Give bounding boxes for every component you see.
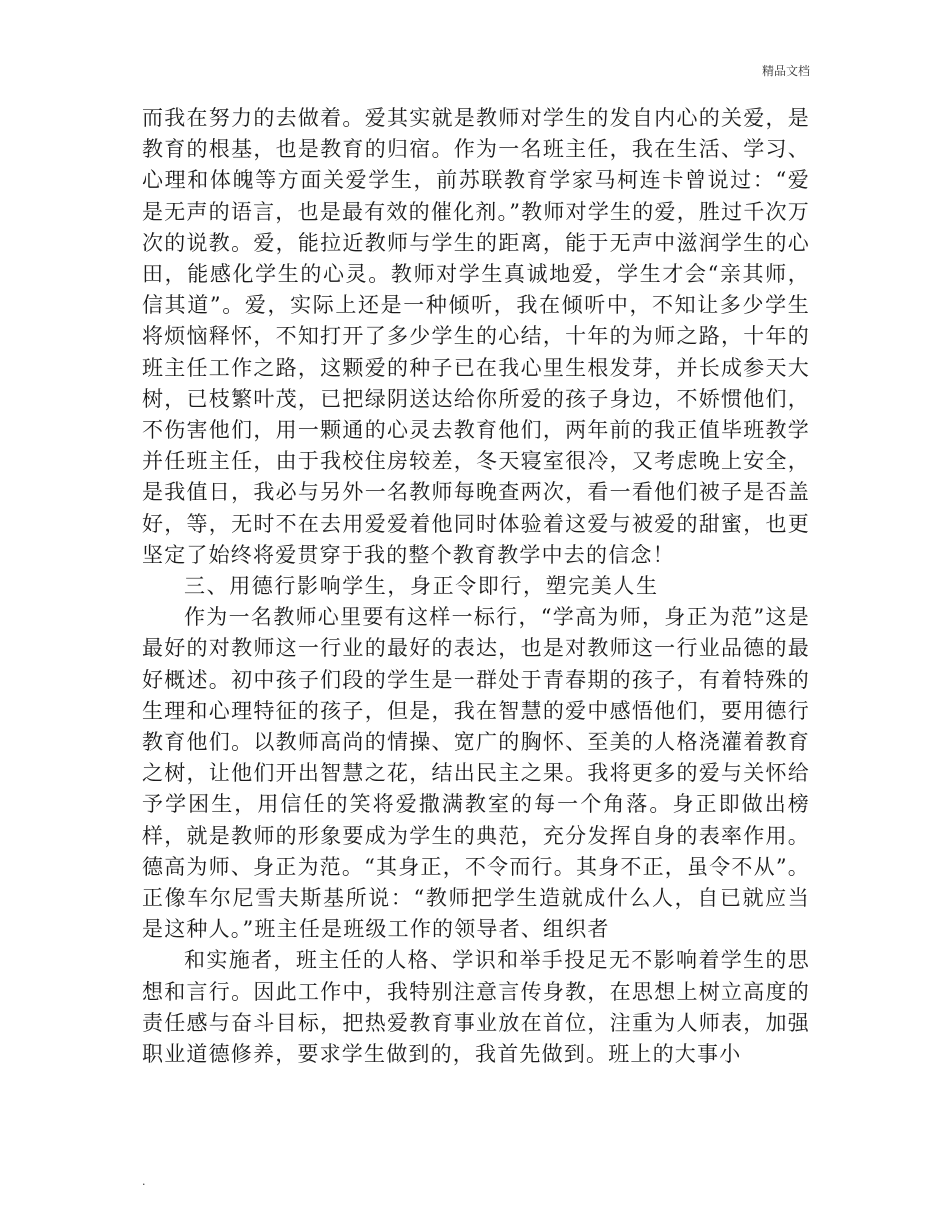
section-heading: 三、用德行影响学生，身正令即行，塑完美人生 — [184, 574, 659, 599]
paragraph-virtue: 作为一名教师心里要有这样一标行，“学高为师，身正为范”这是最好的对教师这一行业的最好的表达，也是对教师这一行业品德的最好概述。初中孩子们段的学生是一群处于青春期的孩子，有着特殊的生理和心理特征的孩子，但是，我在智慧的爱中感悟他们，要用德行教育他们。以教师高尚的情操、宽广的胸怀、至美的人格浇灌着教育之树，让他们开出智慧之花，结出民主之果。我将更多的爱与关怀给予学困生，用信任的笑将爱撒满教室的每一个角落。身正即做出榜样，就是教师的形象要成为学生的典范，充分发挥自身的表率作用。德高为师、身正为范。“其身正，不令而行。其身不正，虽令不从”。正像车尔尼雪夫斯基所说：“教师把学生造就成什么人，自已就应当是这种人。”班主任是班级工作的领导者、组织者 — [142, 605, 810, 942]
paragraph-love: 而我在努力的去做着。爱其实就是教师对学生的发自内心的关爱，是教育的根基，也是教育的归宿。作为一名班主任，我在生活、学习、心理和体魄等方面关爱学生，前苏联教育学家马柯连卡曾说过：“爱是无声的语言，也是最有效的催化剂。”教师对学生的爱，胜过千次万次的说教。爱，能拉近教师与学生的距离，能于无声中滋润学生的心田，能感化学生的心灵。教师对学生真诚地爱，学生才会“亲其师，信其道”。爱，实际上还是一种倾听，我在倾听中，不知让多少学生将烦恼释怀，不知打开了多少学生的心结，十年的为师之路，十年的班主任工作之路，这颗爱的种子已在我心里生根发芽，并长成参天大树，已枝繁叶茂，已把绿阴送达给你所爱的孩子身边，不娇惯他们，不伤害他们，用一颗通的心灵去教育他们，两年前的我正值毕班教学并任班主任，由于我校住房较差，冬天寝室很冷，又考虑晚上安全，是我值日，我必与另外一名教师每晚查两次，看一看他们被子是否盖好，等，无时不在去用爱爱着他同时体验着这爱与被爱的甜蜜，也更坚定了始终将爱贯穿于我的整个教育教学中去的信念！ — [142, 106, 810, 567]
paragraph-example: 和实施者，班主任的人格、学识和举手投足无不影响着学生的思想和言行。因此工作中，我特别注意言传身教，在思想上树立高度的责任感与奋斗目标，把热爱教育事业放在首位，注重为人师表，加强职业道德修养，要求学生做到的，我首先做到。班上的大事小 — [142, 948, 810, 1067]
document-body — [142, 103, 810, 1070]
header-label: 精品文档 — [761, 64, 810, 78]
footer-mark: . — [142, 1175, 146, 1188]
